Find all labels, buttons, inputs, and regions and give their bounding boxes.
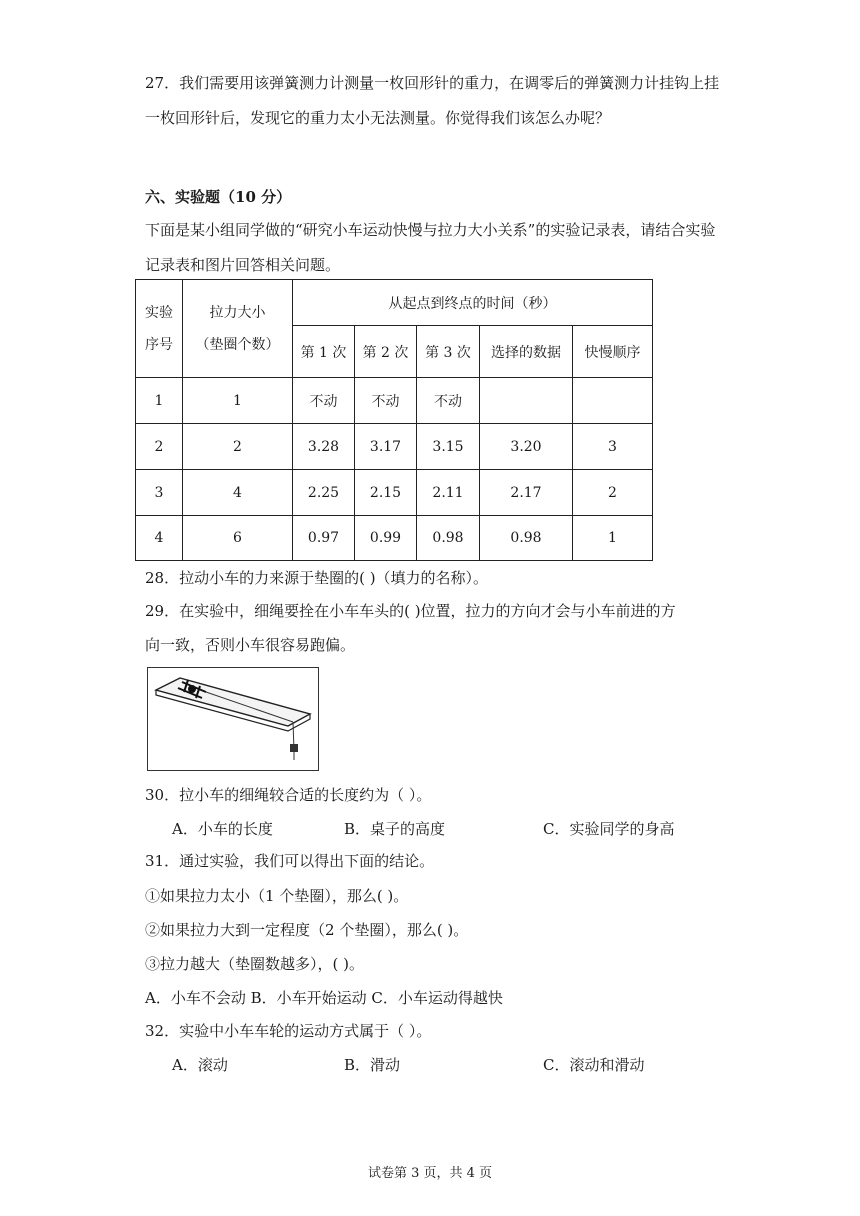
table-cell: 4 — [183, 470, 293, 516]
q29-line2: 向一致，否则小车很容易跑偏。 — [145, 636, 356, 654]
q31-options: A．小车不会动 B．小车开始运动 C．小车运动得越快 — [145, 989, 503, 1007]
q32-option-c: C．滚动和滑动 — [543, 1056, 645, 1074]
q31-statement-1: ①如果拉力太小（1 个垫圈），那么( )。 — [145, 887, 409, 905]
table-cell: 2 — [136, 424, 183, 470]
table-cell: 0.98 — [417, 516, 480, 561]
subheader-trial-1: 第 1 次 — [293, 326, 355, 378]
table-cell: 0.99 — [355, 516, 417, 561]
section-intro-line1: 下面是某小组同学做的“研究小车运动快慢与拉力大小关系”的实验记录表，请结合实验 — [145, 221, 716, 239]
subheader-trial-3: 第 3 次 — [417, 326, 480, 378]
subheader-trial-2: 第 2 次 — [355, 326, 417, 378]
table-cell: 3 — [136, 470, 183, 516]
q30-option-b: B．桌子的高度 — [344, 820, 446, 838]
table-row — [136, 470, 653, 516]
header-force-line2: （垫圈个数） — [195, 336, 280, 353]
table-cell: 0.98 — [480, 516, 573, 561]
table-cell: 2 — [183, 424, 293, 470]
table-cell: 1 — [183, 378, 293, 424]
header-seq — [136, 280, 183, 378]
q31-stem: 31．通过实验，我们可以得出下面的结论。 — [145, 852, 435, 870]
q28: 28．拉动小车的力来源于垫圈的( )（填力的名称）。 — [145, 569, 489, 587]
q27-line1: 27．我们需要用该弹簧测力计测量一枚回形针的重力，在调零后的弹簧测力计挂钩上挂 — [145, 74, 720, 92]
subheader-speed-order: 快慢顺序 — [573, 326, 653, 378]
header-time: 从起点到终点的时间（秒） — [293, 280, 653, 326]
table-cell: 4 — [136, 516, 183, 561]
header-seq-line1: 实验 — [145, 304, 173, 321]
table-cell: 不动 — [355, 378, 417, 424]
table-cell: 2.25 — [293, 470, 355, 516]
section-title: 六、实验题（10 分） — [145, 188, 292, 206]
table-cell: 6 — [183, 516, 293, 561]
q31-statement-2: ②如果拉力大到一定程度（2 个垫圈），那么( )。 — [145, 921, 469, 939]
table-row — [136, 516, 653, 561]
table-cell: 0.97 — [293, 516, 355, 561]
q30-option-a: A．小车的长度 — [172, 820, 273, 838]
table-cell: 2 — [573, 470, 653, 516]
table-cell: 3 — [573, 424, 653, 470]
q29-line1: 29．在实验中，细绳要拴在小车车头的( )位置，拉力的方向才会与小车前进的方 — [145, 602, 676, 620]
table-row — [136, 424, 653, 470]
table-cell: 2.11 — [417, 470, 480, 516]
cart-on-table-illustration — [148, 668, 318, 770]
q32-option-b: B．滑动 — [344, 1056, 401, 1074]
header-force — [183, 280, 293, 378]
q27-line2: 一枚回形针后，发现它的重力太小无法测量。你觉得我们该怎么办呢？ — [145, 109, 611, 127]
table-cell: 不动 — [293, 378, 355, 424]
subheader-selected-data: 选择的数据 — [480, 326, 573, 378]
table-cell — [480, 378, 573, 424]
header-seq-line2: 序号 — [145, 336, 173, 353]
table-row — [136, 378, 653, 424]
q32-stem: 32．实验中小车车轮的运动方式属于（ ）。 — [145, 1022, 432, 1040]
table-cell: 1 — [573, 516, 653, 561]
q32-option-a: A．滚动 — [172, 1056, 228, 1074]
q31-statement-3: ③拉力越大（垫圈数越多），( )。 — [145, 955, 364, 973]
table-cell: 1 — [136, 378, 183, 424]
table-cell: 不动 — [417, 378, 480, 424]
q30-stem: 30．拉小车的细绳较合适的长度约为（ ）。 — [145, 786, 432, 804]
section-intro-line2: 记录表和图片回答相关问题。 — [145, 256, 341, 274]
q30-option-c: C．实验同学的身高 — [543, 820, 675, 838]
table-cell: 3.15 — [417, 424, 480, 470]
page-footer: 试卷第 3 页，共 4 页 — [367, 1166, 493, 1181]
header-force-line1: 拉力大小 — [209, 304, 266, 321]
cart-on-table-figure — [147, 667, 319, 771]
experiment-record-table — [135, 279, 653, 561]
table-cell: 3.17 — [355, 424, 417, 470]
table-cell: 2.15 — [355, 470, 417, 516]
table-cell: 3.28 — [293, 424, 355, 470]
table-cell: 2.17 — [480, 470, 573, 516]
table-cell: 3.20 — [480, 424, 573, 470]
table-cell — [573, 378, 653, 424]
